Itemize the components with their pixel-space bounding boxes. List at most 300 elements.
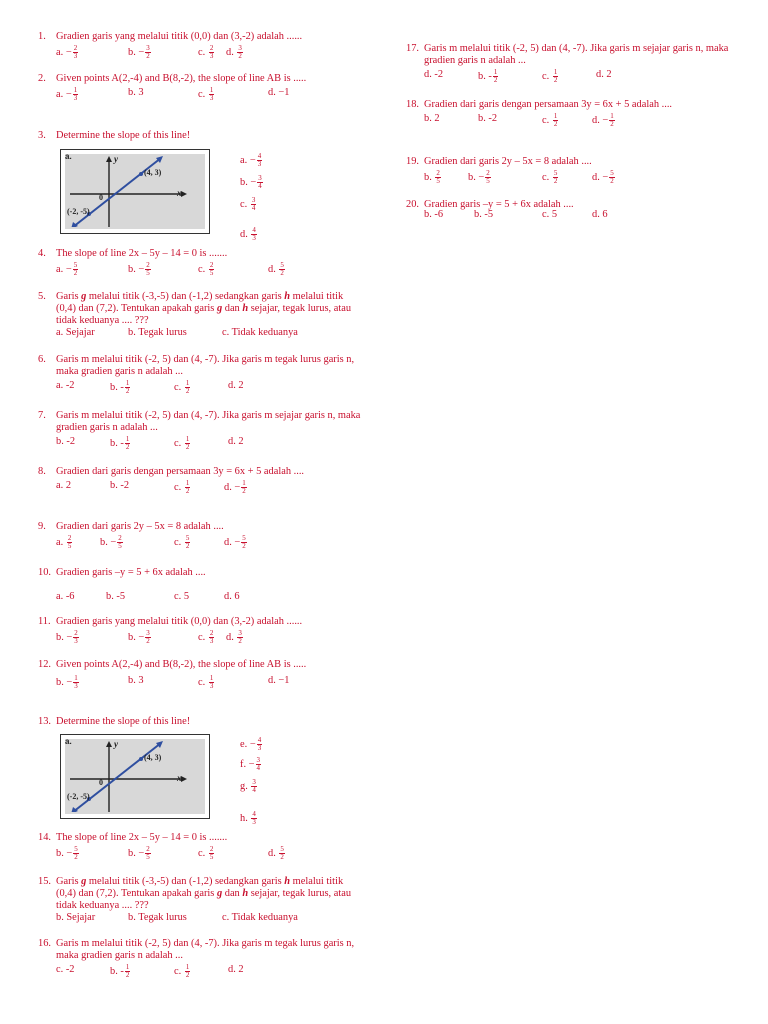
fraction-denominator: 3 — [74, 682, 78, 690]
answer-option — [174, 963, 191, 979]
option-sign: − — [138, 847, 145, 859]
option-value: -5 — [484, 209, 494, 220]
question-9 — [38, 521, 362, 551]
option-cell — [240, 153, 263, 168]
question-number: 16. — [38, 938, 51, 949]
option-cell — [174, 964, 191, 979]
options-row — [56, 325, 362, 343]
option-cell — [110, 964, 131, 979]
answer-option — [198, 261, 215, 277]
option-cell — [174, 436, 191, 451]
question-20 — [406, 199, 762, 225]
options-row — [56, 85, 362, 103]
fraction-denominator: 3 — [209, 94, 214, 102]
option-cell — [56, 262, 79, 277]
option-label: c. — [174, 536, 182, 548]
options-row — [56, 478, 362, 496]
question-text: Gradien dari garis 2y – 5x = 8 adalah .... — [424, 156, 592, 167]
option-cell — [228, 964, 244, 976]
fraction-numerator: 4 — [252, 810, 256, 818]
origin-label: 0 — [99, 778, 103, 787]
fraction-denominator: 5 — [67, 542, 72, 550]
fraction-denominator: 3 — [252, 818, 256, 826]
fraction-numerator: 3 — [251, 196, 256, 204]
fraction-numerator: 5 — [242, 534, 246, 542]
answer-option — [56, 912, 95, 923]
option-cell — [174, 480, 191, 495]
option-sign: − — [249, 154, 256, 166]
option-cell — [56, 912, 95, 924]
option-cell — [226, 45, 244, 60]
fraction-numerator: 3 — [146, 629, 150, 637]
answer-option — [542, 112, 559, 128]
option-sign: − — [138, 46, 145, 58]
answer-option — [424, 113, 440, 124]
option-sign: − — [478, 171, 485, 183]
option-sign: − — [65, 46, 72, 58]
fraction — [251, 811, 257, 826]
answer-option — [110, 435, 131, 451]
graph-area — [65, 154, 205, 229]
option-value: -2 — [65, 380, 75, 391]
answer-option — [224, 479, 248, 495]
options-row — [56, 533, 362, 551]
answer-option — [240, 810, 258, 826]
fraction — [251, 779, 257, 794]
fraction-denominator: 4 — [258, 182, 262, 190]
fraction-denominator: 2 — [185, 487, 190, 495]
answer-option — [56, 964, 74, 975]
question-text: Gradien garis –y = 5 + 6x adalah .... — [56, 567, 206, 578]
option-label: d. — [228, 436, 236, 447]
fraction — [185, 436, 191, 451]
point-upper-label: (4, 3) — [144, 753, 162, 762]
answer-option — [128, 912, 187, 923]
answer-option — [128, 675, 144, 686]
option-value: 2 — [606, 69, 612, 80]
question-4 — [38, 248, 362, 278]
option-value: -2 — [120, 480, 130, 491]
answer-option — [198, 44, 215, 60]
option-cell — [56, 380, 74, 392]
option-cell — [174, 535, 191, 550]
option-label: b. — [56, 436, 64, 447]
fraction-numerator: 2 — [436, 169, 440, 177]
option-value: -5 — [116, 591, 126, 602]
option-label: d. — [268, 847, 276, 859]
fraction-numerator: 4 — [257, 152, 262, 160]
question-number: 13. — [38, 716, 51, 727]
fraction-numerator: 1 — [125, 379, 130, 387]
option-label: c. — [198, 631, 206, 643]
option-label: b. — [56, 631, 64, 643]
option-label: b. — [128, 327, 136, 338]
answer-option — [174, 479, 191, 495]
option-sign: − — [249, 738, 256, 750]
question-number: 11. — [38, 616, 51, 627]
question-number: 1. — [38, 31, 46, 42]
option-label: d. — [596, 69, 604, 80]
option-sign: − — [66, 676, 73, 688]
option-cell — [542, 69, 559, 84]
point-lower-label: (-2, -5) — [67, 792, 90, 801]
option-label: b. — [424, 113, 432, 124]
option-cell — [222, 912, 298, 924]
fraction-denominator: 3 — [74, 637, 78, 645]
fraction — [73, 262, 79, 277]
fraction — [73, 675, 79, 690]
option-sign: − — [138, 631, 145, 643]
answer-option — [128, 845, 152, 861]
fraction-denominator: 5 — [209, 853, 214, 861]
line-variable: g — [216, 888, 223, 899]
fraction-denominator: 2 — [146, 52, 150, 60]
option-value: -2 — [488, 113, 498, 124]
answer-option — [174, 534, 191, 550]
option-cell — [240, 197, 257, 212]
fraction-numerator: 2 — [209, 845, 214, 853]
answer-option — [174, 591, 189, 602]
question-text: dan — [222, 303, 243, 314]
fraction-numerator: 5 — [74, 845, 78, 853]
option-sign: - — [488, 70, 492, 82]
fraction-denominator: 4 — [251, 204, 256, 212]
options-row — [56, 628, 362, 646]
fraction — [185, 380, 191, 395]
answer-option — [228, 380, 244, 391]
option-sign: − — [138, 263, 145, 275]
fraction-denominator: 2 — [610, 177, 614, 185]
fraction — [125, 380, 131, 395]
option-label: c. — [542, 70, 550, 82]
option-cell — [542, 113, 559, 128]
question-number: 12. — [38, 659, 51, 670]
fraction — [209, 262, 215, 277]
option-cell — [268, 846, 286, 861]
fraction-denominator: 2 — [493, 76, 498, 84]
options-row — [56, 589, 362, 607]
answer-option — [174, 435, 191, 451]
fraction-denominator: 2 — [125, 387, 130, 395]
option-label: c. — [198, 676, 206, 688]
answer-option — [468, 169, 492, 185]
option-label: b. — [128, 675, 136, 686]
option-cell — [198, 630, 215, 645]
question-text: Garis m melalui titik (-2, 5) dan (4, -7). Jika garis m tegak lurus garis n, maka gradien garis n adalah ... — [56, 354, 355, 377]
question-7 — [38, 410, 362, 452]
question-18 — [406, 99, 762, 129]
answer-option — [596, 69, 612, 80]
option-label: a. — [56, 380, 64, 391]
option-label: b. — [424, 209, 432, 220]
question-text: Determine the slope of this line! — [56, 716, 191, 727]
y-axis-arrow — [106, 741, 112, 747]
fraction-denominator: 2 — [553, 177, 558, 185]
option-label: a. — [56, 327, 64, 338]
option-cell — [56, 591, 74, 603]
option-label: c. — [198, 263, 206, 275]
question-number: 14. — [38, 832, 51, 843]
fraction-numerator: 1 — [553, 68, 558, 76]
options-row — [56, 434, 362, 452]
question-number: 4. — [38, 248, 46, 259]
question-text: Gradien garis yang melalui titik (0,0) dan (3,-2) adalah ...... — [56, 31, 303, 42]
option-value: 2 — [238, 964, 244, 975]
options-row — [56, 378, 362, 396]
fraction — [185, 964, 191, 979]
answer-option — [174, 379, 191, 395]
option-label: d. — [268, 675, 276, 686]
question-number: 19. — [406, 156, 419, 167]
option-cell — [128, 87, 144, 99]
fraction — [73, 87, 79, 102]
option-value: −1 — [278, 87, 290, 98]
option-value: -6 — [434, 209, 444, 220]
y-axis-arrow — [106, 156, 112, 162]
fraction-denominator: 2 — [125, 443, 130, 451]
fraction — [485, 170, 491, 185]
options-row — [56, 962, 362, 980]
question-2 — [38, 73, 362, 103]
option-label: h. — [240, 812, 248, 824]
option-cell — [224, 591, 240, 603]
answer-option — [240, 174, 264, 190]
fraction — [117, 535, 123, 550]
x-axis-label: x — [177, 773, 182, 783]
fraction-denominator: 4 — [256, 764, 261, 772]
option-sign: − — [65, 263, 72, 275]
option-value: -2 — [65, 964, 75, 975]
option-cell — [268, 262, 286, 277]
fraction-denominator: 4 — [252, 786, 256, 794]
answer-option — [56, 380, 74, 391]
question-text: Gradien dari garis dengan persamaan 3y = 6x + 5 adalah .... — [56, 466, 305, 477]
fraction-numerator: 1 — [125, 435, 130, 443]
fraction-numerator: 1 — [74, 674, 78, 682]
option-cell — [128, 45, 152, 60]
answer-option — [424, 69, 443, 80]
option-cell — [198, 262, 215, 277]
fraction-denominator: 3 — [73, 52, 78, 60]
option-label: a. — [56, 88, 64, 100]
option-cell — [56, 87, 79, 102]
graph-area — [65, 739, 205, 814]
answer-option — [478, 68, 499, 84]
option-cell — [424, 69, 443, 81]
answer-option — [240, 778, 258, 794]
answer-option — [56, 845, 80, 861]
question-text: dan — [222, 888, 243, 899]
answer-option — [542, 209, 557, 220]
fraction — [73, 630, 79, 645]
option-value: 6 — [234, 591, 240, 602]
answer-option — [224, 534, 248, 550]
question-19 — [406, 156, 762, 186]
fraction-numerator: 5 — [280, 845, 284, 853]
option-value: 5 — [183, 591, 190, 602]
question-12 — [38, 659, 362, 691]
option-cell — [198, 846, 215, 861]
fraction-numerator: 1 — [493, 68, 498, 76]
option-label: a. — [56, 591, 64, 602]
fraction-numerator: 4 — [252, 226, 256, 234]
answer-option — [240, 756, 262, 772]
y-axis-label: y — [114, 154, 118, 164]
fraction — [209, 630, 215, 645]
slope-graph-1 — [60, 149, 210, 234]
answer-option — [268, 261, 286, 277]
option-value: 5 — [551, 209, 558, 220]
question-text: Gradien dari garis 2y – 5x = 8 adalah .... — [56, 521, 224, 532]
question-8 — [38, 466, 362, 496]
fraction — [257, 153, 263, 168]
answer-option — [110, 480, 129, 491]
option-value: 2 — [434, 113, 440, 124]
question-text: Garis m melalui titik (-2, 5) dan (4, -7). Jika garis m tegak lurus garis n, maka gradien garis n adalah ... — [56, 938, 355, 961]
option-sign: − — [248, 758, 255, 770]
fraction — [209, 675, 215, 690]
option-label: d. — [592, 171, 600, 183]
fraction-numerator: 5 — [73, 261, 78, 269]
fraction — [145, 45, 151, 60]
option-label: d. — [424, 69, 432, 80]
option-label: b. — [478, 70, 486, 82]
question-number: 8. — [38, 466, 46, 477]
option-label: b. — [100, 536, 108, 548]
fraction-denominator: 2 — [73, 269, 78, 277]
option-value: −1 — [278, 675, 290, 686]
option-label: d. — [268, 87, 276, 98]
option-cell — [592, 170, 616, 185]
question-text: sejajar, tegak lurus, atau tidak keduanya .... ??? — [56, 888, 352, 911]
fraction-numerator: 1 — [185, 435, 190, 443]
option-cell — [478, 69, 499, 84]
question-text: The slope of line 2x – 5y – 14 = 0 is ....... — [56, 832, 228, 843]
fraction-numerator: 1 — [242, 479, 246, 487]
option-label: a. — [56, 480, 64, 491]
option-cell — [56, 480, 71, 492]
option-cell — [56, 535, 73, 550]
option-sign: − — [602, 171, 609, 183]
fraction — [73, 45, 79, 60]
option-sign: - — [120, 965, 124, 977]
fraction-numerator: 3 — [238, 44, 242, 52]
answer-option — [56, 591, 74, 602]
answer-option — [56, 327, 95, 338]
point-upper-marker — [139, 757, 143, 761]
option-value: 3 — [138, 87, 144, 98]
fraction — [67, 535, 73, 550]
line-variable: g — [216, 303, 223, 314]
answer-option — [478, 113, 497, 124]
option-cell — [128, 327, 187, 339]
fraction-numerator: 3 — [252, 778, 256, 786]
question-text: melalui titik (0,4) dan (7,2). Tentukan apakah garis — [56, 876, 344, 899]
option-label: d. — [226, 631, 234, 643]
option-value: 2 — [65, 480, 72, 491]
option-cell — [56, 436, 75, 448]
option-label: c. — [198, 88, 206, 100]
option-sign: − — [110, 536, 117, 548]
option-label: d. — [224, 591, 232, 602]
fraction-numerator: 1 — [185, 479, 190, 487]
fraction-denominator: 3 — [257, 160, 262, 168]
question-text: Garis m melalui titik (-2, 5) dan (4, -7). Jika garis m sejajar garis n, maka gradien garis n adalah ... — [424, 43, 729, 66]
answer-option — [222, 327, 298, 338]
fraction-denominator: 2 — [280, 853, 284, 861]
option-value: -6 — [65, 591, 75, 602]
option-label: a. — [56, 263, 64, 275]
option-label: c. — [198, 46, 206, 58]
question-17 — [406, 43, 762, 85]
option-sign: − — [66, 847, 73, 859]
option-label: b. — [128, 631, 136, 643]
question-number: 18. — [406, 99, 419, 110]
option-sign: - — [120, 381, 124, 393]
question-11 — [38, 616, 362, 646]
answer-option — [224, 591, 240, 602]
question-text: Garis — [56, 876, 82, 887]
question-number: 20. — [406, 199, 419, 210]
question-number: 6. — [38, 354, 46, 365]
option-sign: − — [234, 536, 241, 548]
question-text: Gradien garis yang melalui titik (0,0) dan (3,-2) adalah ...... — [56, 616, 303, 627]
option-label: c. — [174, 481, 182, 493]
fraction-denominator: 3 — [257, 744, 262, 752]
point-upper-marker — [139, 172, 143, 176]
line-variable: g — [81, 291, 87, 302]
option-sign: − — [602, 114, 609, 126]
option-value: Sejajar — [65, 327, 95, 338]
x-axis-label: x — [177, 188, 182, 198]
fraction-denominator: 3 — [209, 52, 214, 60]
fraction-denominator: 2 — [185, 542, 190, 550]
option-cell — [110, 380, 131, 395]
option-cell — [268, 87, 289, 99]
fraction — [241, 480, 247, 495]
option-label: c. — [174, 965, 182, 977]
option-value: 3 — [138, 675, 144, 686]
options-row — [56, 844, 362, 862]
question-6 — [38, 354, 362, 396]
question-text: Gradien garis –y = 5 + 6x adalah .... — [424, 199, 574, 210]
answer-option — [240, 196, 257, 212]
fraction-numerator: 2 — [146, 261, 150, 269]
fraction — [241, 535, 247, 550]
fraction — [257, 175, 263, 190]
question-number: 7. — [38, 410, 46, 421]
question-text: melalui titik (-3,-5) dan (-1,2) sedangkan garis — [86, 876, 285, 887]
question-10 — [38, 567, 362, 607]
answer-option — [56, 534, 73, 550]
fraction-numerator: 1 — [553, 112, 558, 120]
option-cell — [110, 436, 131, 451]
answer-option — [128, 327, 187, 338]
option-sign: - — [120, 437, 124, 449]
option-label: d. — [224, 481, 232, 493]
question-text: Gradien dari garis dengan persamaan 3y = 6x + 5 adalah .... — [424, 99, 673, 110]
option-label: d. — [228, 380, 236, 391]
fraction — [251, 227, 257, 242]
option-label: b. — [110, 965, 118, 977]
line-variable: h — [284, 876, 291, 887]
answer-option — [268, 87, 289, 98]
option-cell — [56, 45, 79, 60]
fraction-denominator: 2 — [242, 542, 246, 550]
fraction — [493, 69, 499, 84]
option-cell — [224, 480, 248, 495]
option-label: b. — [56, 912, 64, 923]
